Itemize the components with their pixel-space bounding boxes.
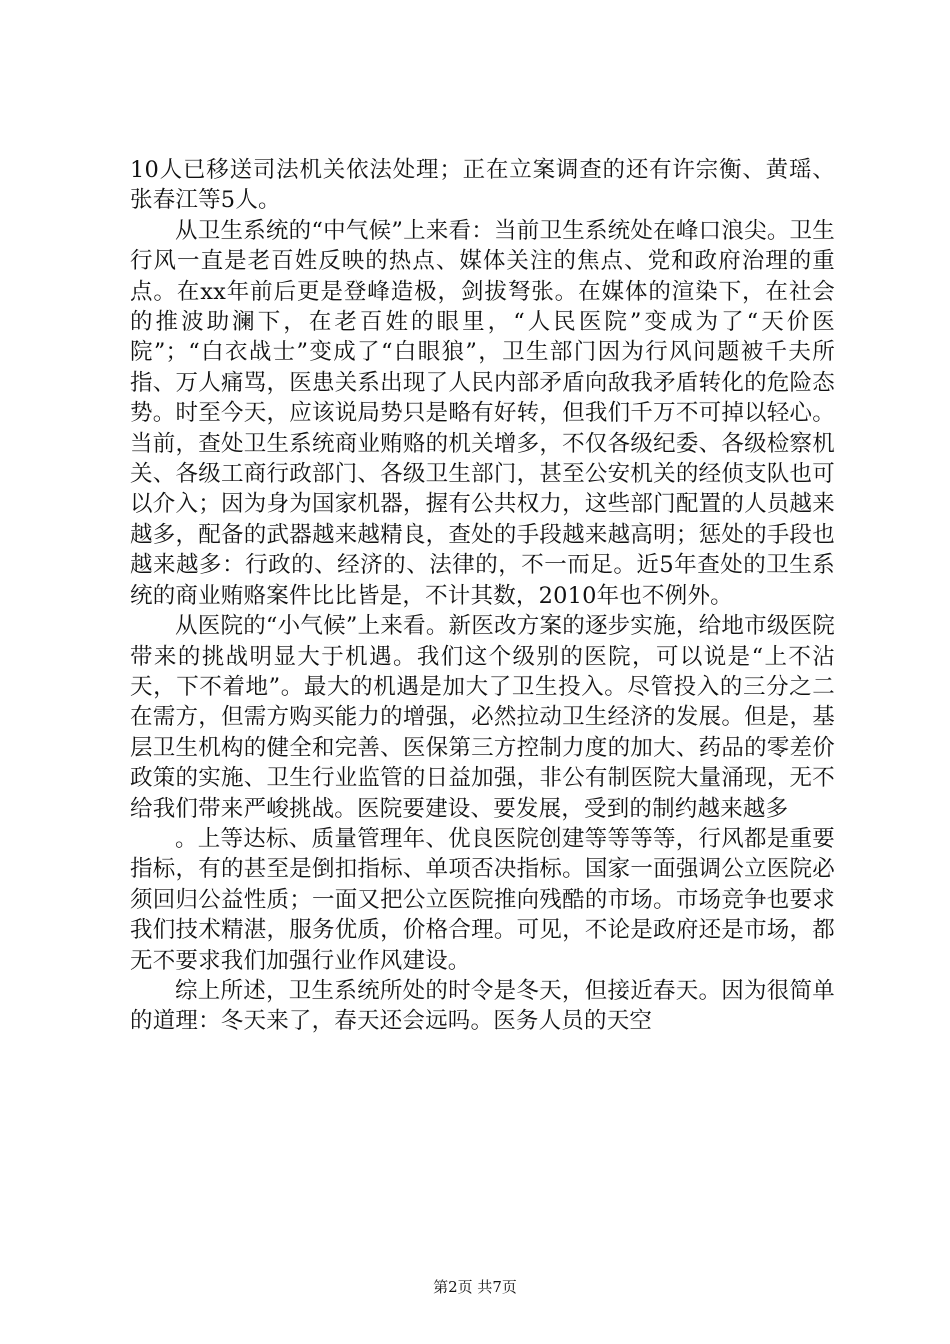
paragraph-summary: 综上所述，卫生系统所处的时令是冬天，但接近春天。因为很简单的道理：冬天来了，春天还会远吗。医务人员的天空 bbox=[130, 977, 835, 1035]
paragraph-medium-climate: 从卫生系统的“中气候”上来看：当前卫生系统处在峰口浪尖。卫生行风一直是老百姓反映的热点、媒体关注的焦点、党和政府治理的重点。在xx年前后更是登峰造极，剑拔弩张。在媒体的渲染下，在社会的推波助澜下，在老百姓的眼里，“人民医院”变成为了“天价医院”；“白衣战士”变成了“白眼狼”，卫生部门因为行风问题被千夫所指、万人痛骂，医患关系出现了人民内部矛盾向敌我矛盾转化的危险态势。时至今天，应该说局势只是略有好转，但我们千万不可掉以轻心。当前，查处卫生系统商业贿赂的机关增多，不仅各级纪委、各级检察机关、各级工商行政部门、各级卫生部门，甚至公安机关的经侦支队也可以介入；因为身为国家机器，握有公共权力，这些部门配置的人员越来越多，配备的武器越来越精良，查处的手段越来越高明；惩处的手段也越来越多：行政的、经济的、法律的，不一而足。近5年查处的卫生系统的商业贿赂案件比比皆是，不计其数，2010年也不例外。 bbox=[130, 217, 835, 609]
paragraph-continued: 10人已移送司法机关依法处理；正在立案调查的还有许宗衡、黄瑶、张春江等5人。 bbox=[130, 157, 835, 214]
paragraph-small-climate: 从医院的“小气候”上来看。新医改方案的逐步实施，给地市级医院带来的挑战明显大于机遇。我们这个级别的医院，可以说是“上不沾天，下不着地”。最大的机遇是加大了卫生投入。尽管投入的三分之二在需方，但需方购买能力的增强，必然拉动卫生经济的发展。但是，基层卫生机构的健全和完善、医保第三方控制力度的加大、药品的零差价政策的实施、卫生行业监管的日益加强，非公有制医院大量涌现，无不给我们带来严峻挑战。医院要建设、要发展，受到的制约越来越多 bbox=[130, 613, 835, 822]
paragraph-indicators: 。上等达标、质量管理年、优良医院创建等等等等，行风都是重要指标，有的甚至是倒扣指标、单项否决指标。国家一面强调公立医院必须回归公益性质；一面又把公立医院推向残酷的市场。市场竞争也要求我们技术精湛，服务优质，价格合理。可见，不论是政府还是市场，都无不要求我们加强行业作风建设。 bbox=[130, 825, 835, 974]
document-body bbox=[130, 155, 835, 1037]
page-footer bbox=[0, 1277, 950, 1297]
page-number-label: 第2页 共7页 bbox=[433, 1278, 517, 1296]
